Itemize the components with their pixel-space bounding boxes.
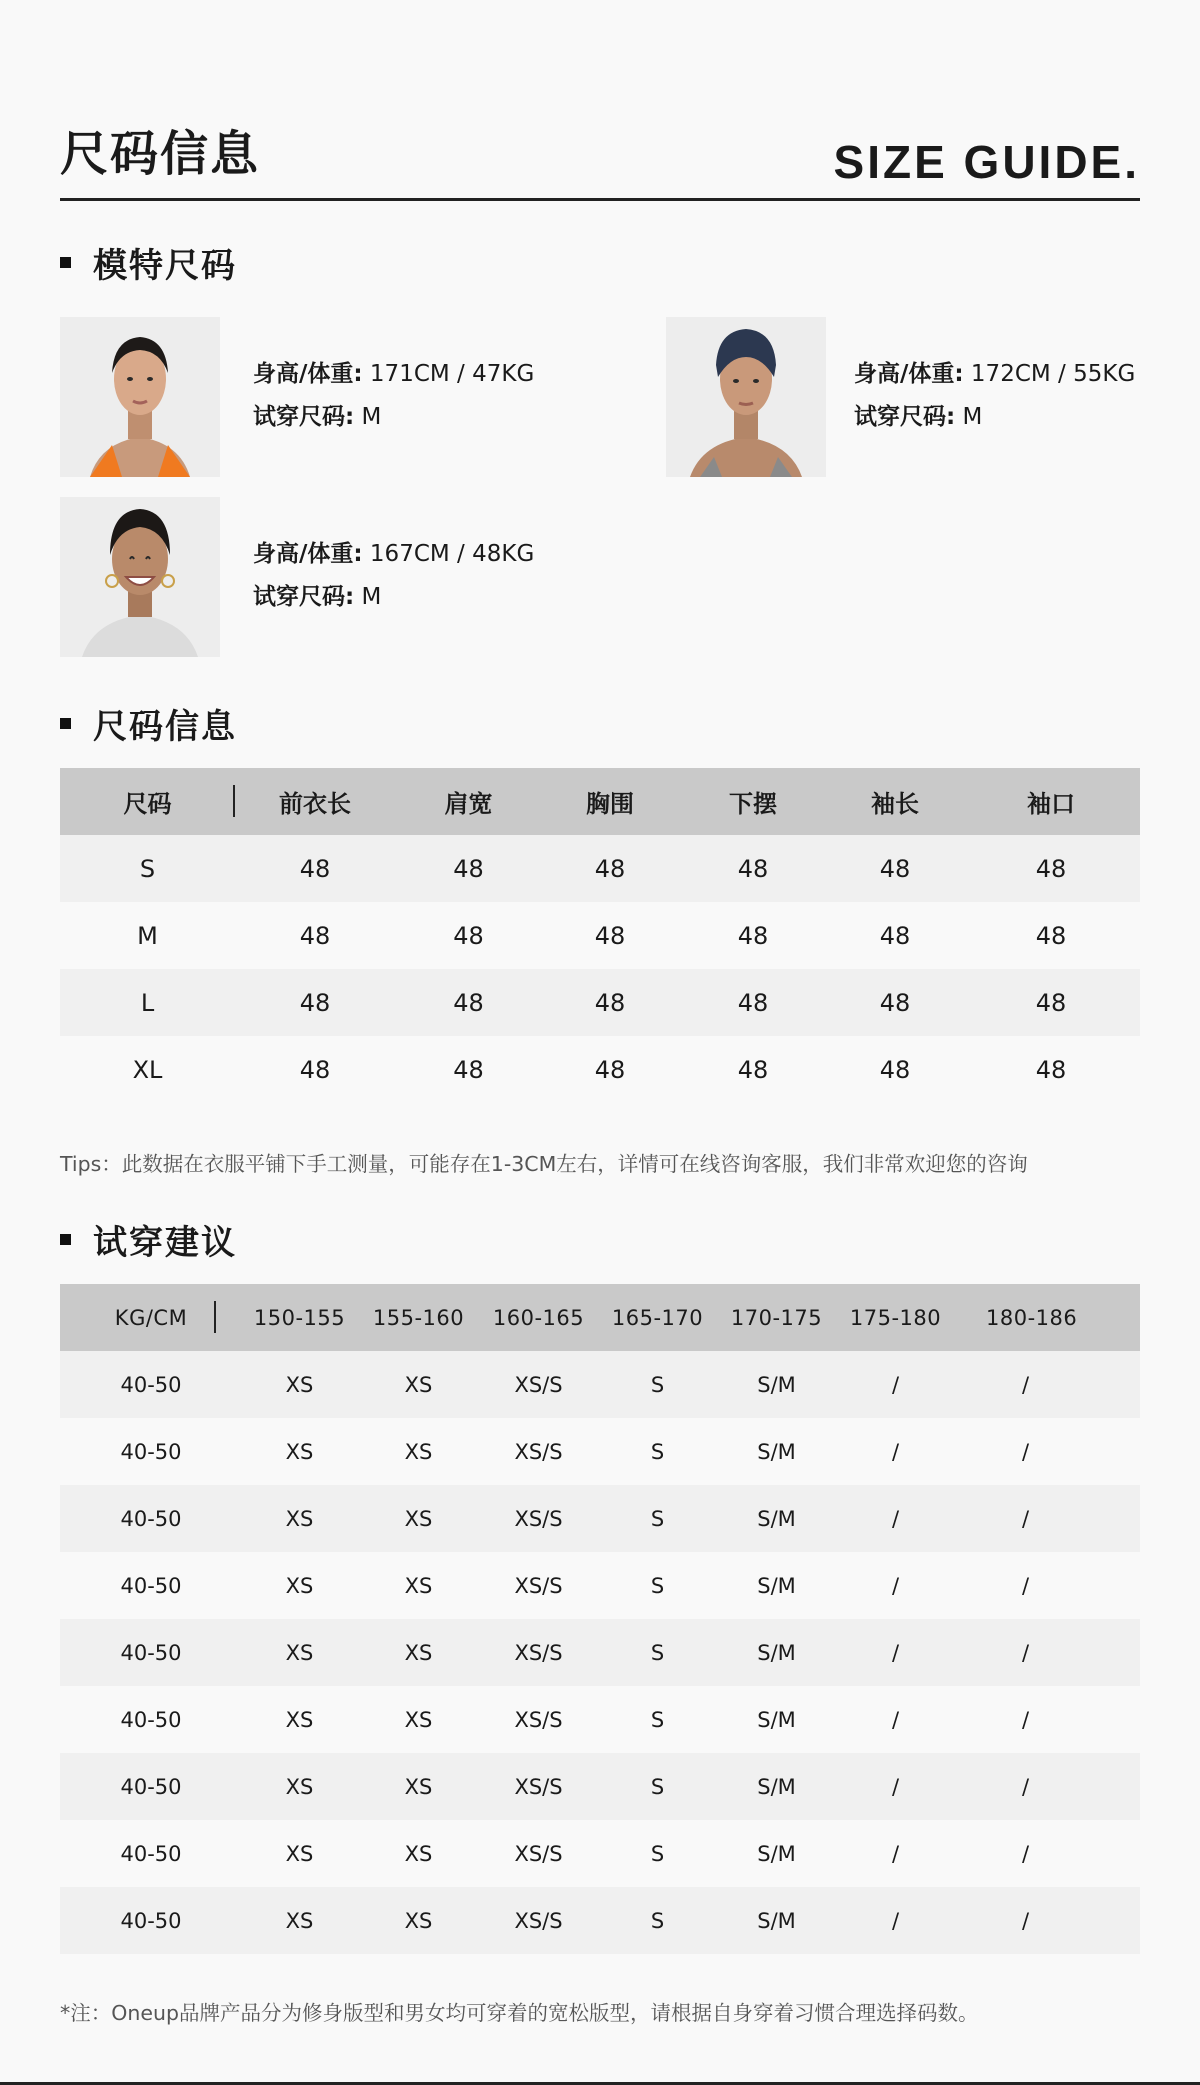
page-header	[60, 124, 1140, 201]
footnote-text: *注：Oneup品牌产品分为修身版型和男女均可穿着的宽松版型，请根据自身穿着习惯合理选择码数。	[60, 2001, 979, 2025]
fit-size-value: M	[361, 404, 382, 430]
table-cell: 48	[235, 1036, 395, 1103]
table-cell: 48	[962, 902, 1140, 969]
table-cell: 40-50	[60, 1418, 242, 1485]
table-cell: S/M	[718, 1820, 835, 1887]
table-cell: XS	[242, 1485, 357, 1552]
section-title: 模特尺码	[93, 245, 237, 286]
table-cell: 48	[235, 835, 395, 902]
table-cell: S	[597, 1418, 718, 1485]
table-cell: S/M	[718, 1552, 835, 1619]
table-cell: /	[835, 1887, 956, 1954]
fit-size-label: 试穿尺码:	[854, 404, 956, 430]
table-row	[60, 835, 1140, 902]
table-cell: XS	[357, 1619, 480, 1686]
table-header-cell: 150-155	[242, 1284, 357, 1351]
model-info	[253, 533, 534, 619]
table-cell: 48	[542, 902, 678, 969]
table-row	[60, 1820, 1140, 1887]
model-info	[253, 353, 534, 439]
table-row	[60, 1418, 1140, 1485]
height-weight-label: 身高/体重:	[253, 541, 363, 567]
header-label: 尺码	[123, 790, 172, 818]
table-cell: /	[835, 1686, 956, 1753]
section-title: 试穿建议	[93, 1222, 237, 1263]
table-header-cell: 170-175	[718, 1284, 835, 1351]
table-cell: S	[597, 1820, 718, 1887]
table-cell: S/M	[718, 1351, 835, 1418]
table-cell: XS	[242, 1887, 357, 1954]
table-cell: /	[835, 1753, 956, 1820]
table-cell: /	[835, 1485, 956, 1552]
table-cell: XS	[357, 1552, 480, 1619]
table-cell: 48	[828, 835, 962, 902]
table-row	[60, 1485, 1140, 1552]
table-cell: S	[597, 1887, 718, 1954]
table-cell: XS	[357, 1753, 480, 1820]
table-header-cell	[60, 1284, 242, 1351]
table-cell: XS/S	[480, 1820, 597, 1887]
table-row	[60, 1887, 1140, 1954]
page-title-en: SIZE GUIDE.	[833, 136, 1140, 188]
fit-size-value: M	[361, 584, 382, 610]
model-card	[60, 317, 620, 477]
table-cell: /	[956, 1485, 1140, 1552]
table-cell: XS	[242, 1351, 357, 1418]
table-cell: 48	[542, 969, 678, 1036]
model-portrait-icon	[666, 317, 826, 477]
table-header-cell: 胸围	[542, 768, 678, 835]
table-header-cell: 袖口	[962, 768, 1140, 835]
table-cell: /	[835, 1619, 956, 1686]
table-cell: 48	[235, 969, 395, 1036]
table-header-cell: 肩宽	[395, 768, 542, 835]
table-header-cell	[60, 768, 235, 835]
table-cell: /	[956, 1887, 1140, 1954]
table-cell: 48	[395, 835, 542, 902]
table-cell: 48	[828, 902, 962, 969]
table-cell: XS/S	[480, 1686, 597, 1753]
table-header-cell: 160-165	[480, 1284, 597, 1351]
table-cell: XS/S	[480, 1552, 597, 1619]
table-row	[60, 1686, 1140, 1753]
table-cell: M	[60, 902, 235, 969]
table-cell: 48	[395, 902, 542, 969]
table-cell: /	[835, 1552, 956, 1619]
model-card	[60, 497, 620, 657]
section-heading-models	[60, 237, 237, 287]
table-row	[60, 1036, 1140, 1103]
table-cell: XS/S	[480, 1351, 597, 1418]
page-title-cn: 尺码信息	[60, 126, 261, 182]
table-cell: 40-50	[60, 1351, 242, 1418]
table-row	[60, 1351, 1140, 1418]
header-label: KG/CM	[114, 1305, 188, 1330]
table-cell: /	[956, 1552, 1140, 1619]
table-cell: XS	[357, 1351, 480, 1418]
table-cell: S	[60, 835, 235, 902]
table-row	[60, 902, 1140, 969]
fit-size-value: M	[962, 404, 983, 430]
table-cell: L	[60, 969, 235, 1036]
table-header-cell: 前衣长	[235, 768, 395, 835]
model-info	[854, 353, 1135, 439]
table-cell: S	[597, 1753, 718, 1820]
table-cell: 48	[962, 1036, 1140, 1103]
tips-text: Tips：此数据在衣服平铺下手工测量，可能存在1-3CM左右，详情可在线咨询客服，我们非常欢迎您的咨询	[60, 1152, 1028, 1176]
table-cell: XS	[242, 1619, 357, 1686]
table-cell: /	[956, 1753, 1140, 1820]
table-cell: S	[597, 1619, 718, 1686]
table-cell: XS/S	[480, 1619, 597, 1686]
table-cell: S	[597, 1686, 718, 1753]
table-cell: /	[956, 1820, 1140, 1887]
table-cell: S/M	[718, 1619, 835, 1686]
table-row	[60, 1619, 1140, 1686]
table-cell: XS/S	[480, 1485, 597, 1552]
table-header-cell: 袖长	[828, 768, 962, 835]
table-cell: 40-50	[60, 1820, 242, 1887]
table-cell: 48	[828, 969, 962, 1036]
table-cell: 48	[828, 1036, 962, 1103]
model-portrait-icon	[60, 497, 220, 657]
table-row	[60, 1753, 1140, 1820]
table-row	[60, 969, 1140, 1036]
table-cell: XS	[357, 1887, 480, 1954]
table-cell: XS	[357, 1418, 480, 1485]
table-cell: XS/S	[480, 1418, 597, 1485]
fit-size-label: 试穿尺码:	[253, 404, 355, 430]
table-cell: XS	[242, 1686, 357, 1753]
table-cell: XS	[242, 1753, 357, 1820]
height-weight-value: 172CM / 55KG	[970, 361, 1136, 387]
table-cell: 48	[962, 835, 1140, 902]
table-cell: S	[597, 1485, 718, 1552]
table-cell: /	[956, 1418, 1140, 1485]
table-cell: XS/S	[480, 1753, 597, 1820]
table-cell: S/M	[718, 1485, 835, 1552]
model-portrait-icon	[60, 317, 220, 477]
table-cell: S/M	[718, 1887, 835, 1954]
table-cell: 40-50	[60, 1485, 242, 1552]
section-heading-size-info	[60, 698, 237, 748]
table-cell: XL	[60, 1036, 235, 1103]
table-header-row	[60, 1284, 1140, 1351]
table-cell: XS	[242, 1552, 357, 1619]
table-cell: S/M	[718, 1686, 835, 1753]
table-cell: XS/S	[480, 1887, 597, 1954]
table-cell: 40-50	[60, 1753, 242, 1820]
table-cell: /	[835, 1820, 956, 1887]
table-row	[60, 1552, 1140, 1619]
table-cell: /	[956, 1619, 1140, 1686]
table-cell: 40-50	[60, 1887, 242, 1954]
table-cell: S	[597, 1552, 718, 1619]
height-weight-value: 171CM / 47KG	[369, 361, 535, 387]
table-cell: /	[835, 1418, 956, 1485]
table-cell: S/M	[718, 1418, 835, 1485]
size-table	[60, 768, 1140, 1103]
model-card	[666, 317, 1140, 477]
table-cell: 48	[395, 1036, 542, 1103]
table-cell: 48	[678, 902, 828, 969]
table-cell: /	[956, 1686, 1140, 1753]
table-cell: 48	[235, 902, 395, 969]
model-photo	[60, 317, 220, 477]
section-title: 尺码信息	[93, 706, 237, 747]
table-header-cell: 下摆	[678, 768, 828, 835]
table-cell: XS	[357, 1820, 480, 1887]
fit-size-label: 试穿尺码:	[253, 584, 355, 610]
square-bullet-icon	[60, 257, 71, 268]
table-cell: 40-50	[60, 1619, 242, 1686]
table-cell: /	[956, 1351, 1140, 1418]
table-cell: S	[597, 1351, 718, 1418]
table-cell: 48	[395, 969, 542, 1036]
model-photo	[666, 317, 826, 477]
section-heading-fit-advice	[60, 1214, 237, 1264]
table-header-cell: 180-186	[956, 1284, 1140, 1351]
square-bullet-icon	[60, 718, 71, 729]
table-cell: XS	[242, 1418, 357, 1485]
table-cell: XS	[357, 1485, 480, 1552]
table-cell: 48	[962, 969, 1140, 1036]
square-bullet-icon	[60, 1234, 71, 1245]
table-cell: 48	[678, 835, 828, 902]
height-weight-label: 身高/体重:	[854, 361, 964, 387]
table-cell: XS	[357, 1686, 480, 1753]
model-photo	[60, 497, 220, 657]
height-weight-label: 身高/体重:	[253, 361, 363, 387]
table-cell: /	[835, 1351, 956, 1418]
table-cell: 48	[542, 835, 678, 902]
table-cell: 40-50	[60, 1686, 242, 1753]
table-header-row	[60, 768, 1140, 835]
height-weight-value: 167CM / 48KG	[369, 541, 535, 567]
fit-table	[60, 1284, 1140, 1954]
table-cell: 48	[542, 1036, 678, 1103]
table-cell: S/M	[718, 1753, 835, 1820]
table-cell: 40-50	[60, 1552, 242, 1619]
table-header-cell: 155-160	[357, 1284, 480, 1351]
table-header-cell: 175-180	[835, 1284, 956, 1351]
table-cell: 48	[678, 969, 828, 1036]
table-header-cell: 165-170	[597, 1284, 718, 1351]
table-cell: 48	[678, 1036, 828, 1103]
header-divider	[214, 1301, 216, 1333]
table-cell: XS	[242, 1820, 357, 1887]
